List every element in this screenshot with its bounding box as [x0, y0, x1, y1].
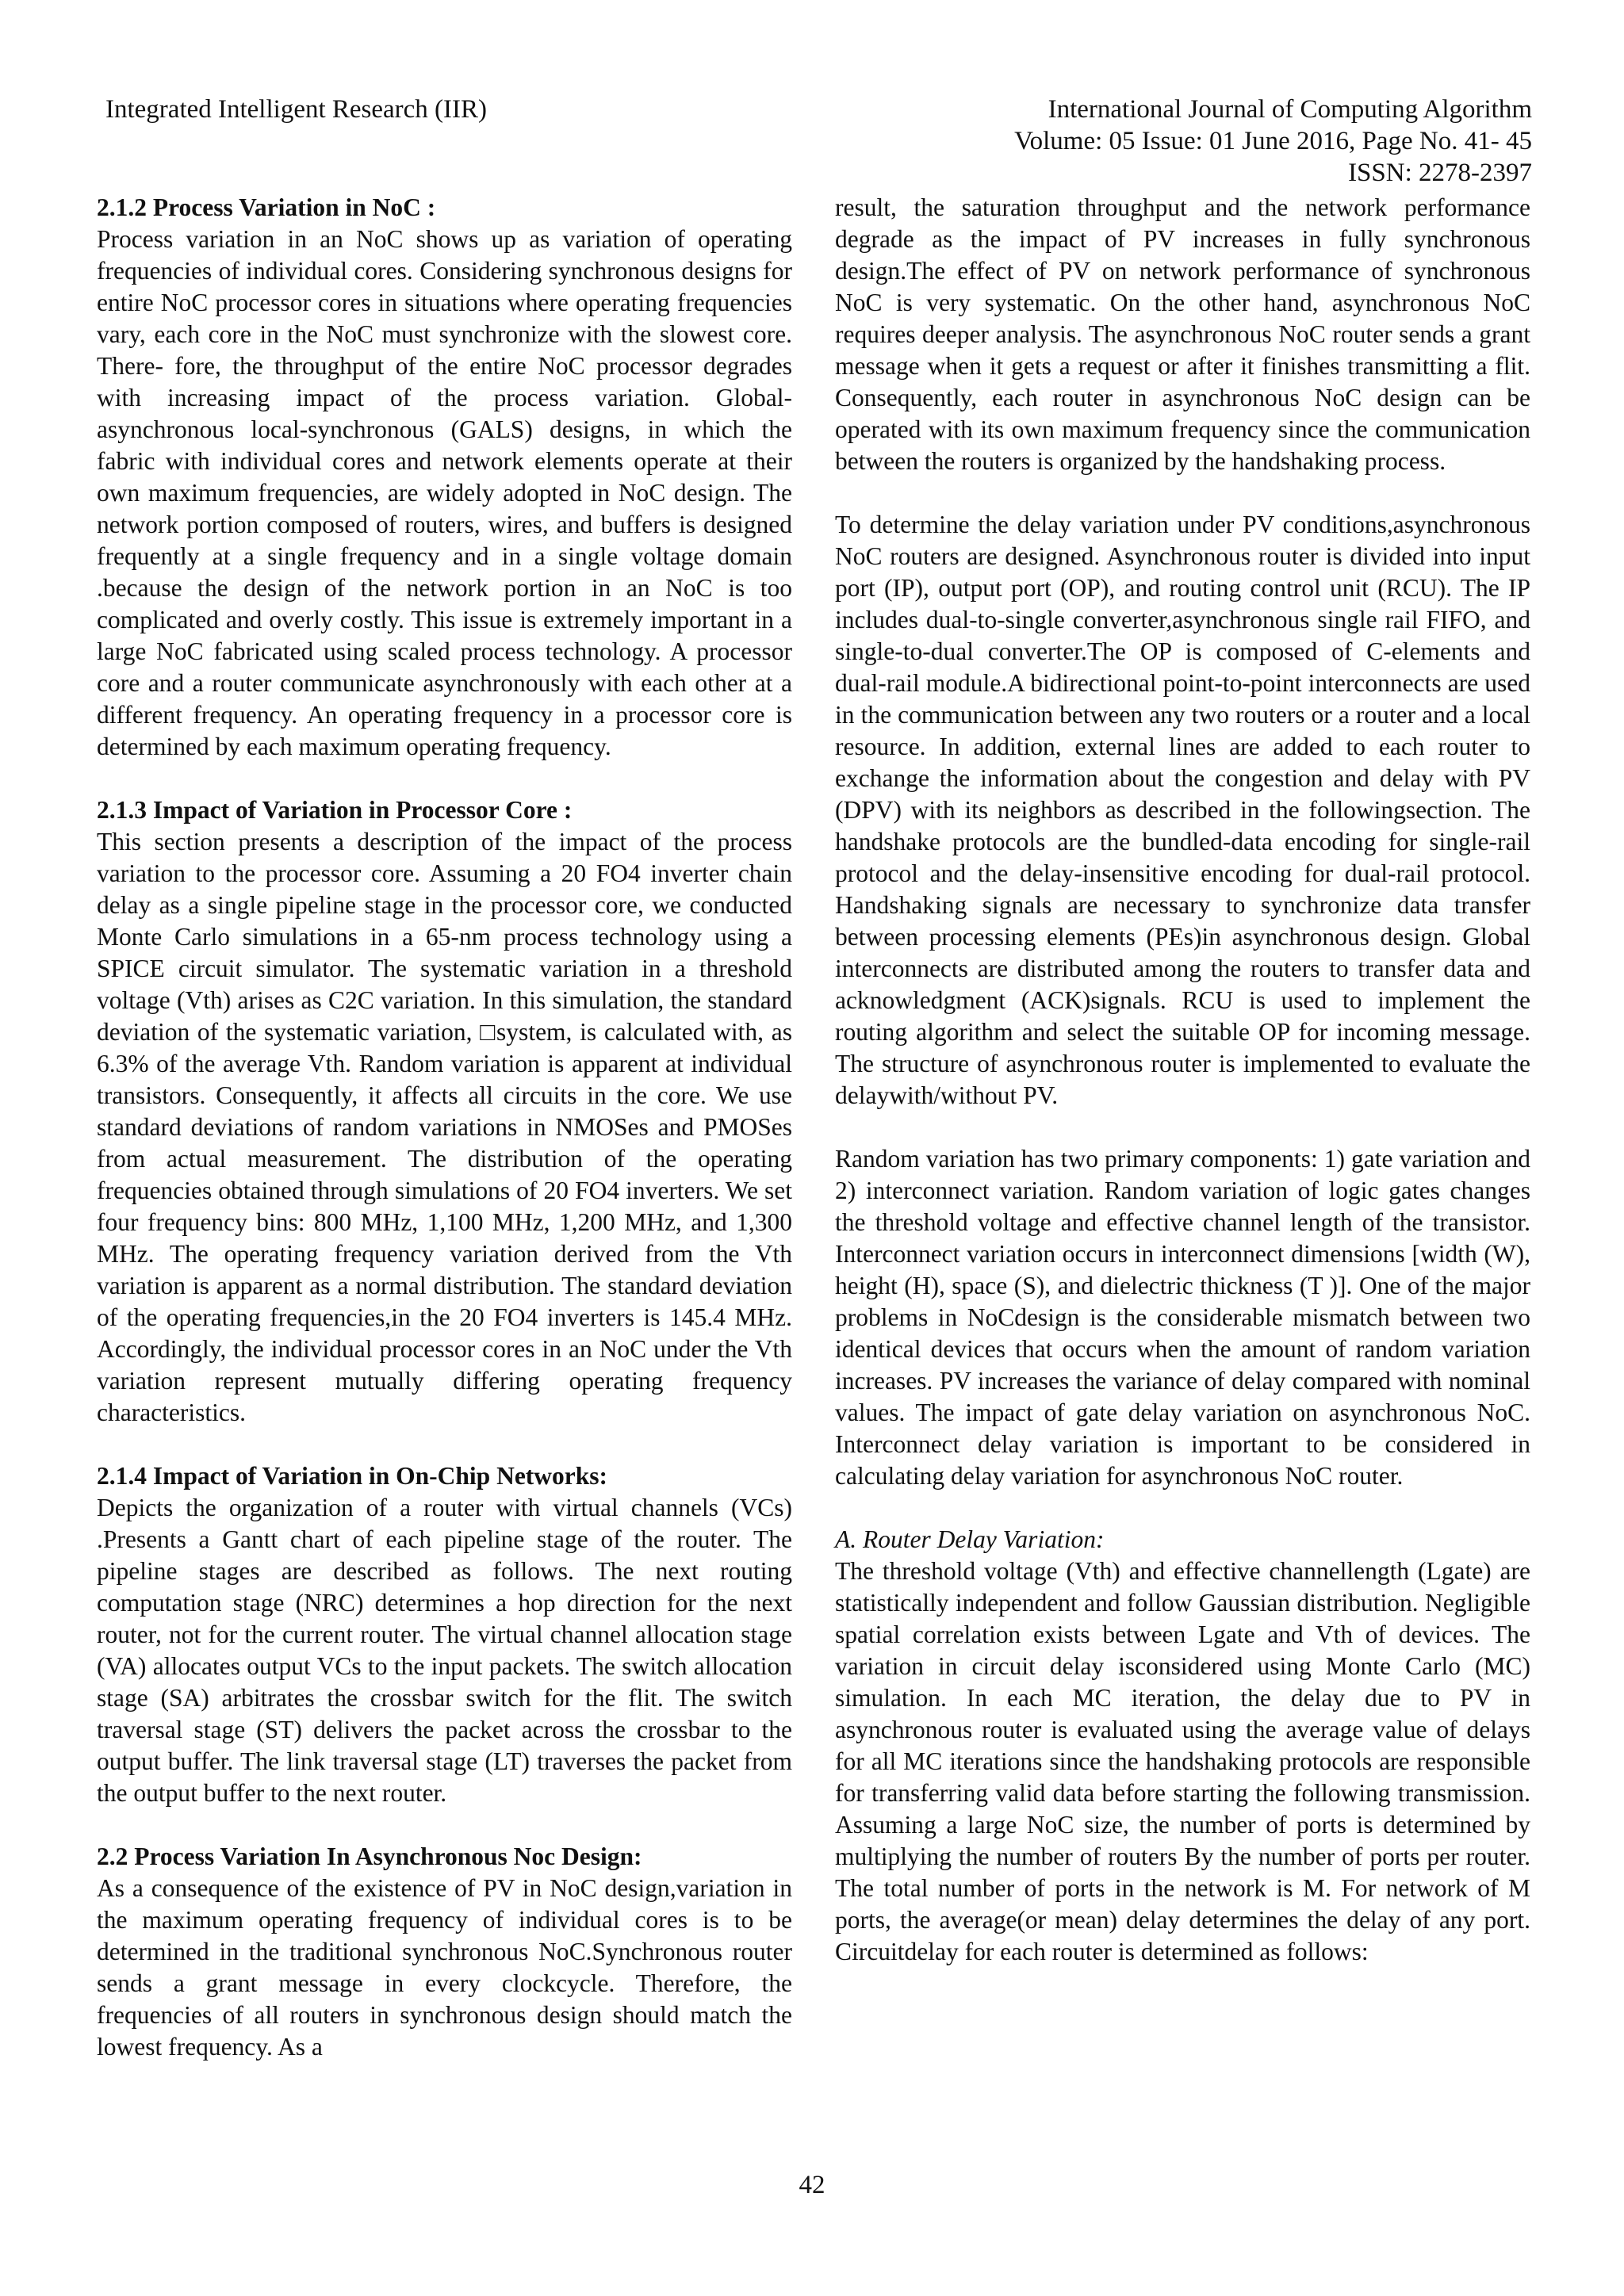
volume-issue: Volume: 05 Issue: 01 June 2016, Page No. 41- 45	[1014, 127, 1532, 155]
paragraph-router-design: To determine the delay variation under PV conditions,asynchronous NoC routers are designed. Asynchronous router is divided into input port (IP), output port (OP), and routing control unit (RCU). The IP includes dual-to-single converter,asynchronous single rail FIFO, and single-to-dual converter.The OP is composed of C-elements and dual-rail module.A bidirectional point-to-point interconnects are used in the communication between any two routers or a router and a local resource. In addition, external lines are added to each router to exchange the information about the congestion and delay with PV (DPV) with its neighbors as described in the followingsection. The handshake protocols are the bundled-data encoding for single-rail protocol and the delay-insensitive encoding for dual-rail protocol. Handshaking signals are necessary to synchronize data transfer between processing elements (PEs)in asynchronous design. Global interconnects are distributed among the routers to transfer data and acknowledgment (ACK)signals. RCU is used to implement the routing algorithm and select the suitable OP for incoming message. The structure of asynchronous router is implemented to evaluate the delaywith/without PV.	[835, 511, 1530, 1109]
running-header-right	[1014, 94, 1532, 189]
section-2-2-heading: 2.2 Process Variation In Asynchronous Noc Design:	[97, 1843, 642, 1870]
left-column	[97, 192, 792, 2063]
section-2-1-2-heading: 2.1.2 Process Variation in NoC :	[97, 193, 436, 221]
paragraph-random-variation: Random variation has two primary components: 1) gate variation and 2) interconnect variation. Random variation of logic gates changes the threshold voltage and effective channel length of the transistor. Interconnect variation occurs in interconnect dimensions [width (W), height (H), space (S), and dielectric thickness (T )]. One of the major problems in NoCdesign is the considerable mismatch between two identical devices that occurs when the amount of random variation increases. PV increases the variance of delay compared with nominal values. The impact of gate delay variation on asynchronous NoC. Interconnect delay variation is important to be considered in calculating delay variation for asynchronous NoC router.	[835, 1145, 1530, 1490]
section-2-2-body: As a consequence of the existence of PV in NoC design,variation in the maximum operating frequency of individual cores is to be determined in the traditional synchronous NoC.Synchronous router sends a grant message in every clockcycle. Therefore, the frequencies of all routers in synchronous design should match the lowest frequency. As a	[97, 1874, 792, 2061]
section-2-1-4-heading: 2.1.4 Impact of Variation in On-Chip Networks:	[97, 1462, 608, 1490]
issn: ISSN: 2278-2397	[1348, 159, 1532, 187]
section-2-1-3-body: This section presents a description of the impact of the process variation to the processor core. Assuming a 20 FO4 inverter chain delay as a single pipeline stage in the processor core, we conducted Monte Carlo simulations in a 65-nm process technology using a SPICE circuit simulator. The systematic variation in a threshold voltage (Vth) arises as C2C variation. In this simulation, the standard deviation of the systematic variation, □system, is calculated with, as 6.3% of the average Vth. Random variation is apparent at individual transistors. Consequently, it affects all circuits in the core. We use standard deviations of random variations in NMOSes and PMOSes from actual measurement. The distribution of the operating frequencies obtained through simulations of 20 FO4 inverters. We set four frequency bins: 800 MHz, 1,100 MHz, 1,200 MHz, and 1,300 MHz. The operating frequency variation derived from the Vth variation is apparent as a normal distribution. The standard deviation of the operating frequencies,in the 20 FO4 inverters is 145.4 MHz. Accordingly, the individual processor cores in an NoC under the Vth variation represent mutually differing operating frequency characteristics.	[97, 828, 792, 1426]
right-column	[835, 192, 1530, 1968]
section-2-1-2-body: Process variation in an NoC shows up as variation of operating frequencies of individual cores. Considering synchronous designs for entire NoC processor cores in situations where operating frequencies vary, each core in the NoC must synchronize with the slowest core. There- fore, the throughput of the entire NoC processor degrades with increasing impact of the process variation. Global- asynchronous local-synchronous (GALS) designs, in which the fabric with individual cores and network elements operate at their own maximum frequencies, are widely adopted in NoC design. The network portion composed of routers, wires, and buffers is designed frequently at a single frequency and in a single voltage domain .because the design of the network portion in an NoC is too complicated and overly costly. This issue is extremely important in a large NoC fabricated using scaled process technology. A processor core and a router communicate asynchronously with each other at a different frequency. An operating frequency in a processor core is determined by each maximum operating frequency.	[97, 225, 792, 760]
subsection-a-heading: A. Router Delay Variation:	[835, 1525, 1105, 1553]
journal-title: International Journal of Computing Algorithm	[1048, 95, 1532, 124]
section-2-1-3-heading: 2.1.3 Impact of Variation in Processor Core :	[97, 796, 573, 824]
paragraph-router-delay: The threshold voltage (Vth) and effective channellength (Lgate) are statistically independent and follow Gaussian distribution. Negligible spatial correlation exists between Lgate and Vth of devices. The variation in circuit delay isconsidered using Monte Carlo (MC) simulation. In each MC iteration, the delay due to PV in asynchronous router is evaluated using the average value of delays for all MC iterations since the handshaking protocols are responsible for transferring valid data before starting the following transmission. Assuming a large NoC size, the number of ports is determined by multiplying the number of routers By the number of ports per router. The total number of ports in the network is M. For network of M ports, the average(or mean) delay determines the delay of any port. Circuitdelay for each router is determined as follows:	[835, 1557, 1530, 1965]
paragraph-continued: result, the saturation throughput and the network performance degrade as the impact of PV increases in fully synchronous design.The effect of PV on network performance of synchronous NoC is very systematic. On the other hand, asynchronous NoC requires deeper analysis. The asynchronous NoC router sends a grant message when it gets a request or after it finishes transmitting a flit. Consequently, each router in asynchronous NoC design can be operated with its own maximum frequency since the communication between the routers is organized by the handshaking process.	[835, 193, 1530, 475]
page-number: 42	[799, 2171, 825, 2199]
running-header-left: Integrated Intelligent Research (IIR)	[105, 95, 488, 124]
section-2-1-4-body: Depicts the organization of a router with virtual channels (VCs) .Presents a Gantt chart of each pipeline stage of the router. The pipeline stages are described as follows. The next routing computation stage (NRC) determines a hop direction for the next router, not for the current router. The virtual channel allocation stage (VA) allocates output VCs to the input packets. The switch allocation stage (SA) arbitrates the crossbar switch for the flit. The switch traversal stage (ST) delivers the packet across the crossbar to the output buffer. The link traversal stage (LT) traverses the packet from the output buffer to the next router.	[97, 1494, 792, 1807]
